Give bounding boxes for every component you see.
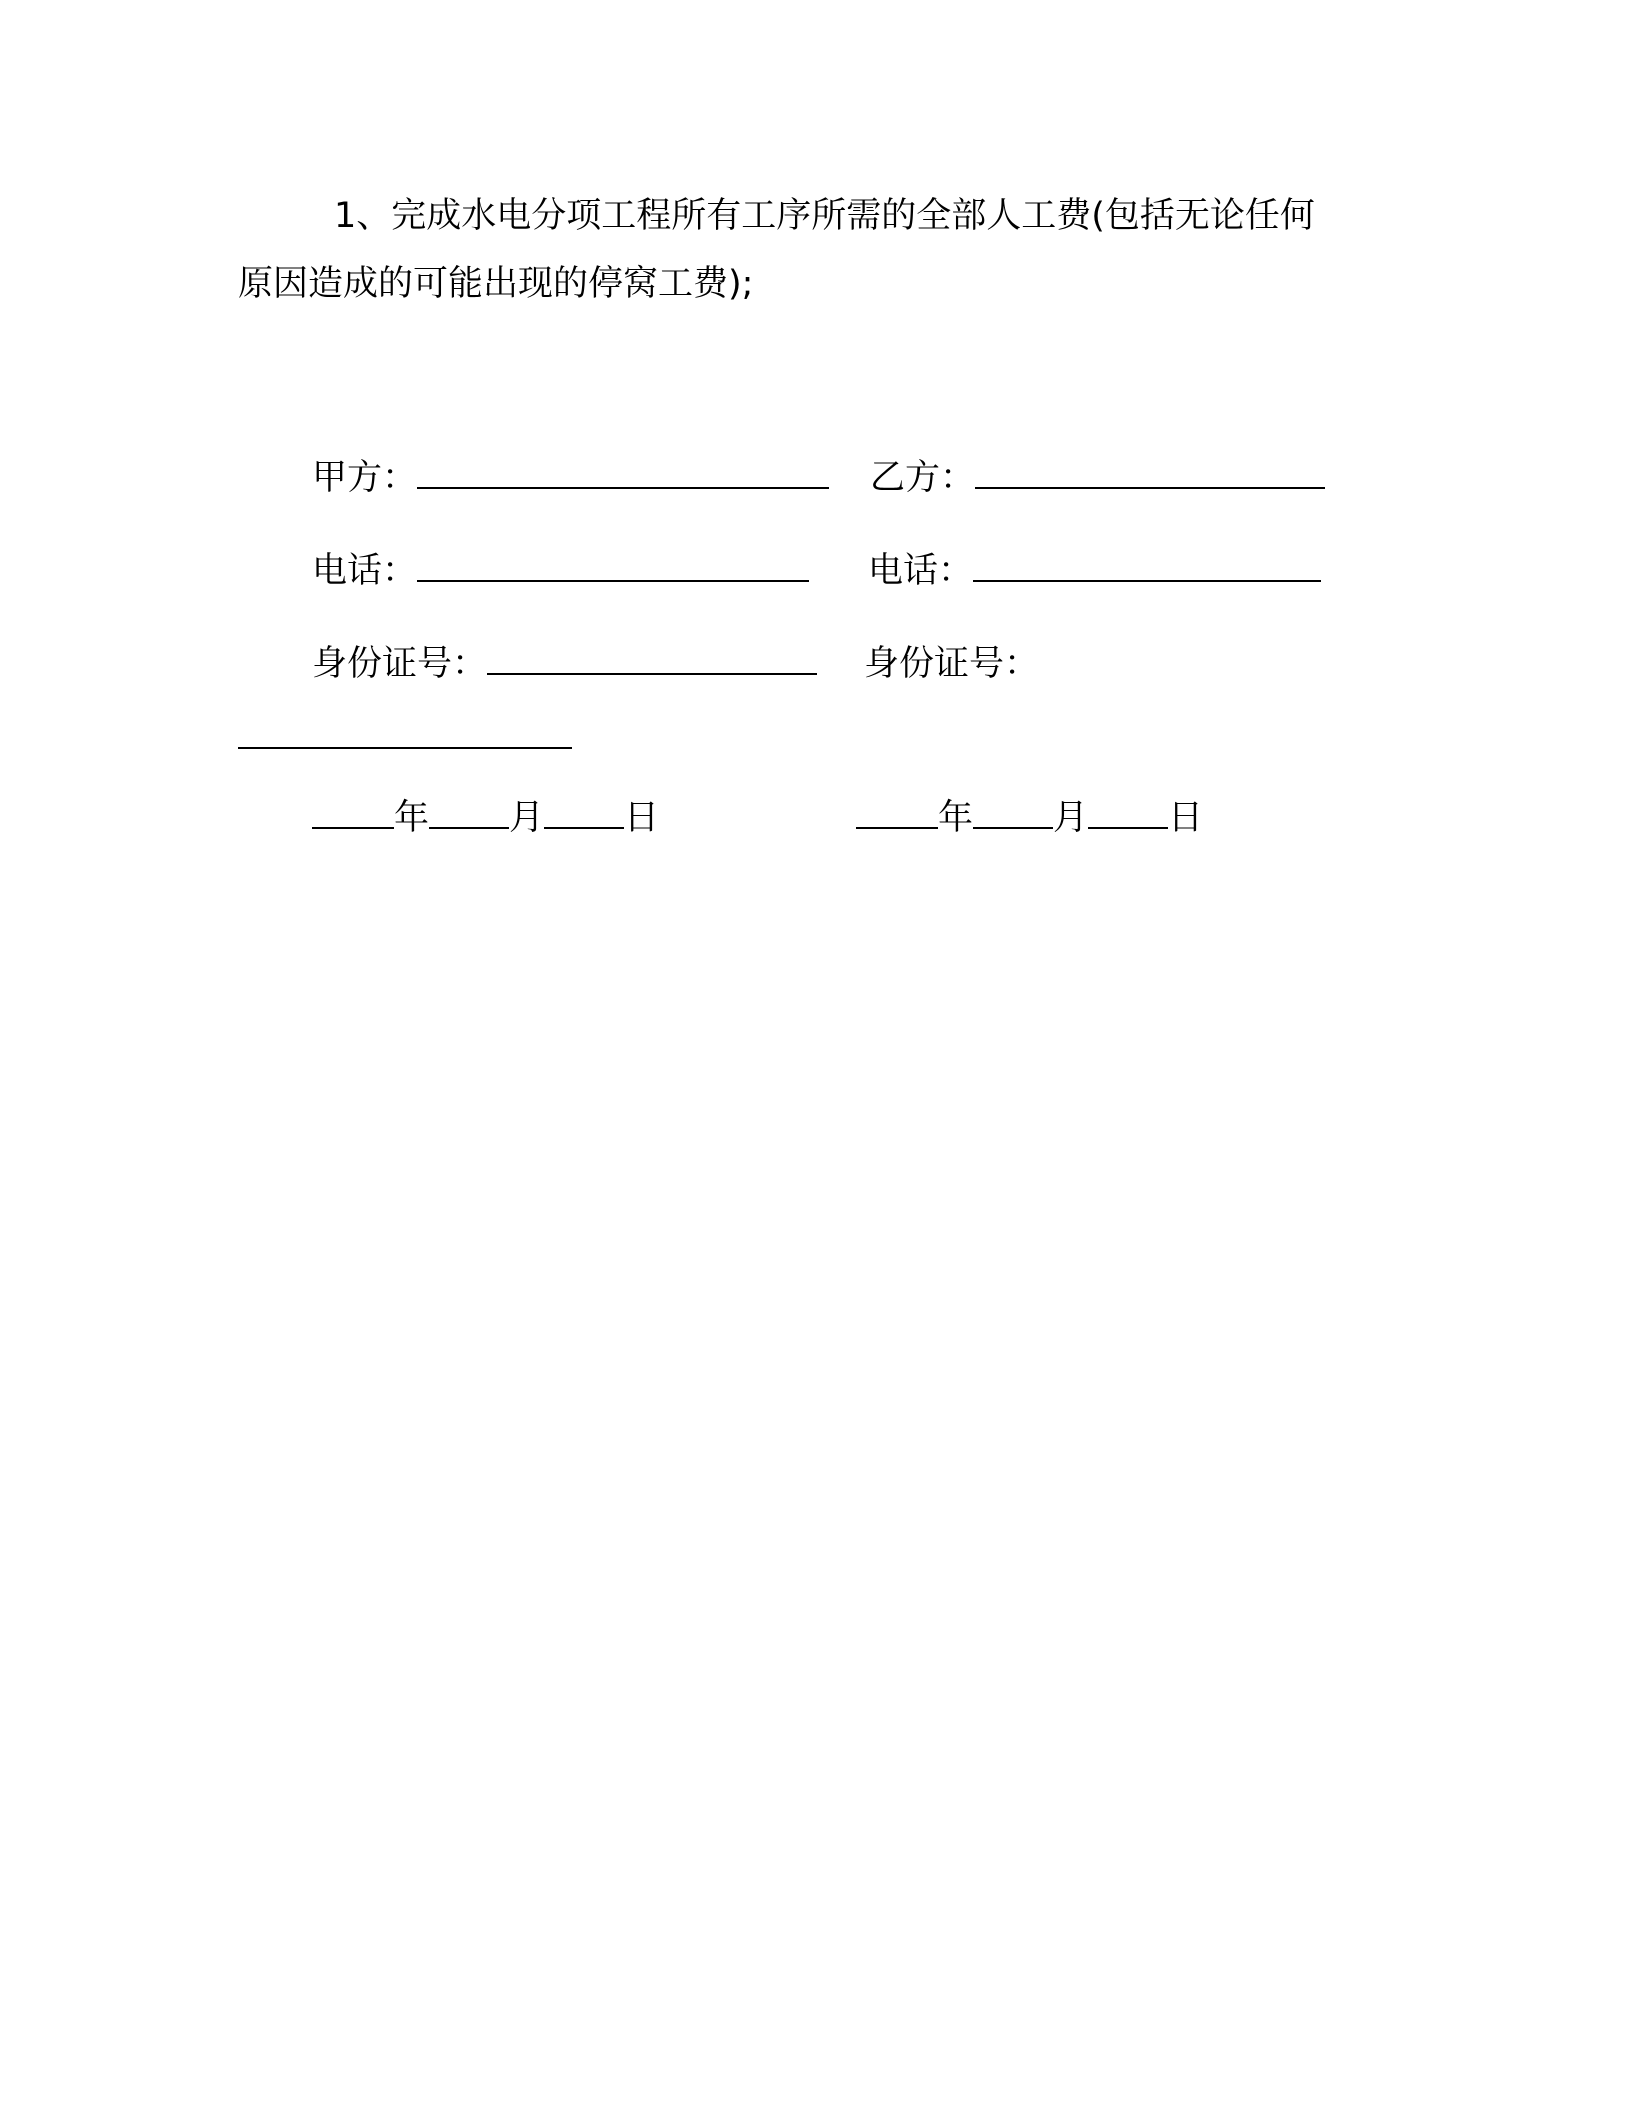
date-a-day-label: 日	[624, 798, 660, 838]
phone-a-blank[interactable]	[417, 550, 809, 582]
date-a-month-blank[interactable]	[429, 797, 509, 829]
phone-b-blank[interactable]	[973, 550, 1321, 582]
id-a-label: 身份证号：	[312, 644, 488, 684]
party-b-label: 乙方：	[870, 458, 976, 498]
date-b-day-blank[interactable]	[1088, 797, 1168, 829]
date-a-day-blank[interactable]	[544, 797, 624, 829]
phone-b-label: 电话：	[868, 551, 974, 591]
phone-a-row	[312, 549, 809, 593]
id-a-blank[interactable]	[487, 643, 817, 675]
date-b-year-label: 年	[938, 798, 974, 838]
party-a-row	[312, 456, 829, 500]
phone-b-row	[868, 549, 1321, 593]
date-b-month-label: 月	[1053, 798, 1089, 838]
clause-line-1: 1、完成水电分项工程所有工序所需的全部人工费(包括无论任何	[334, 196, 1315, 236]
id-b-row	[864, 642, 1039, 686]
id-a-row	[312, 642, 817, 686]
id-b-blank-row	[238, 716, 572, 760]
date-a-year-label: 年	[394, 798, 430, 838]
party-a-blank[interactable]	[417, 457, 829, 489]
phone-a-label: 电话：	[312, 551, 418, 591]
date-a-row	[312, 796, 659, 840]
party-a-label: 甲方：	[312, 458, 418, 498]
date-a-year-blank[interactable]	[312, 797, 394, 829]
id-b-label: 身份证号：	[864, 644, 1040, 684]
date-b-day-label: 日	[1168, 798, 1204, 838]
party-b-row	[870, 456, 1325, 500]
date-a-month-label: 月	[509, 798, 545, 838]
date-b-year-blank[interactable]	[856, 797, 938, 829]
party-b-blank[interactable]	[975, 457, 1325, 489]
clause-line-2: 原因造成的可能出现的停窝工费);	[238, 264, 754, 304]
date-b-month-blank[interactable]	[973, 797, 1053, 829]
id-b-blank[interactable]	[238, 717, 572, 749]
date-b-row	[856, 796, 1203, 840]
